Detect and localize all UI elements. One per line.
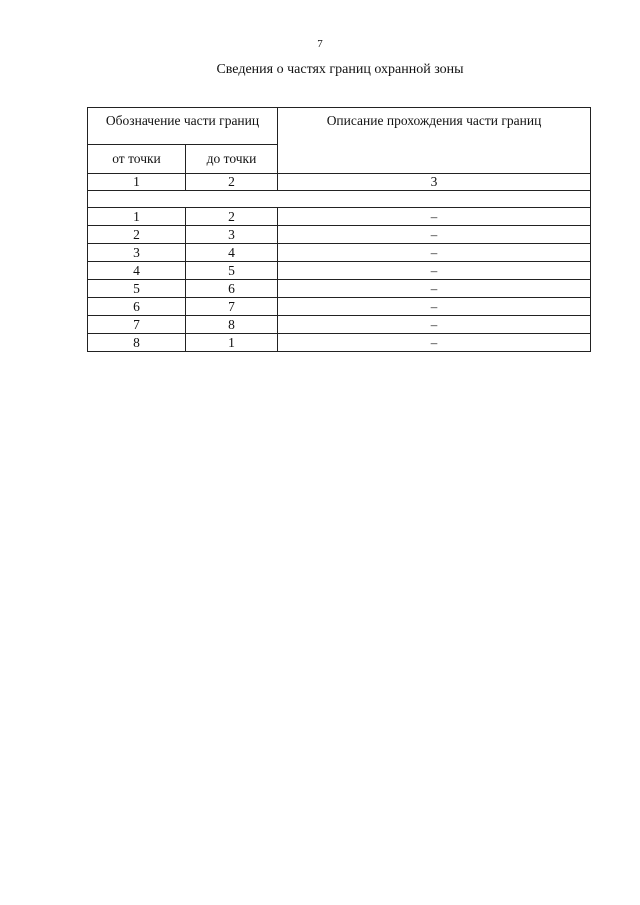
column-number: 1	[88, 174, 186, 191]
to-point-cell: 2	[186, 208, 278, 226]
table-row	[88, 208, 591, 226]
column-number-row	[88, 174, 591, 191]
description-cell: –	[278, 244, 591, 262]
to-point-cell: 1	[186, 334, 278, 352]
from-point-cell: 8	[88, 334, 186, 352]
description-cell: –	[278, 280, 591, 298]
to-point-cell: 7	[186, 298, 278, 316]
header-description: Описание прохождения части границ	[278, 108, 591, 174]
header-to-point: до точки	[186, 145, 278, 174]
page-number: 7	[317, 38, 323, 50]
description-cell: –	[278, 316, 591, 334]
from-point-cell: 5	[88, 280, 186, 298]
to-point-cell: 8	[186, 316, 278, 334]
header-from-point: от точки	[88, 145, 186, 174]
to-point-cell: 4	[186, 244, 278, 262]
table-row	[88, 262, 591, 280]
from-point-cell: 4	[88, 262, 186, 280]
to-point-cell: 5	[186, 262, 278, 280]
from-point-cell: 3	[88, 244, 186, 262]
table-body	[88, 108, 591, 352]
description-cell: –	[278, 334, 591, 352]
table-row	[88, 298, 591, 316]
description-cell: –	[278, 226, 591, 244]
table-row	[88, 226, 591, 244]
table-row	[88, 244, 591, 262]
from-point-cell: 6	[88, 298, 186, 316]
column-number: 2	[186, 174, 278, 191]
to-point-cell: 3	[186, 226, 278, 244]
description-cell: –	[278, 208, 591, 226]
from-point-cell: 2	[88, 226, 186, 244]
to-point-cell: 6	[186, 280, 278, 298]
from-point-cell: 7	[88, 316, 186, 334]
table-row	[88, 280, 591, 298]
header-row-group	[88, 108, 591, 145]
description-cell: –	[278, 262, 591, 280]
header-boundary-designation: Обозначение части границ	[88, 108, 278, 145]
table-row	[88, 334, 591, 352]
column-number: 3	[278, 174, 591, 191]
from-point-cell: 1	[88, 208, 186, 226]
description-cell: –	[278, 298, 591, 316]
boundary-parts-table	[87, 107, 591, 352]
document-title: Сведения о частях границ охранной зоны	[216, 62, 464, 77]
section-separator-row	[88, 191, 591, 208]
section-separator-cell	[88, 191, 591, 208]
table-row	[88, 316, 591, 334]
